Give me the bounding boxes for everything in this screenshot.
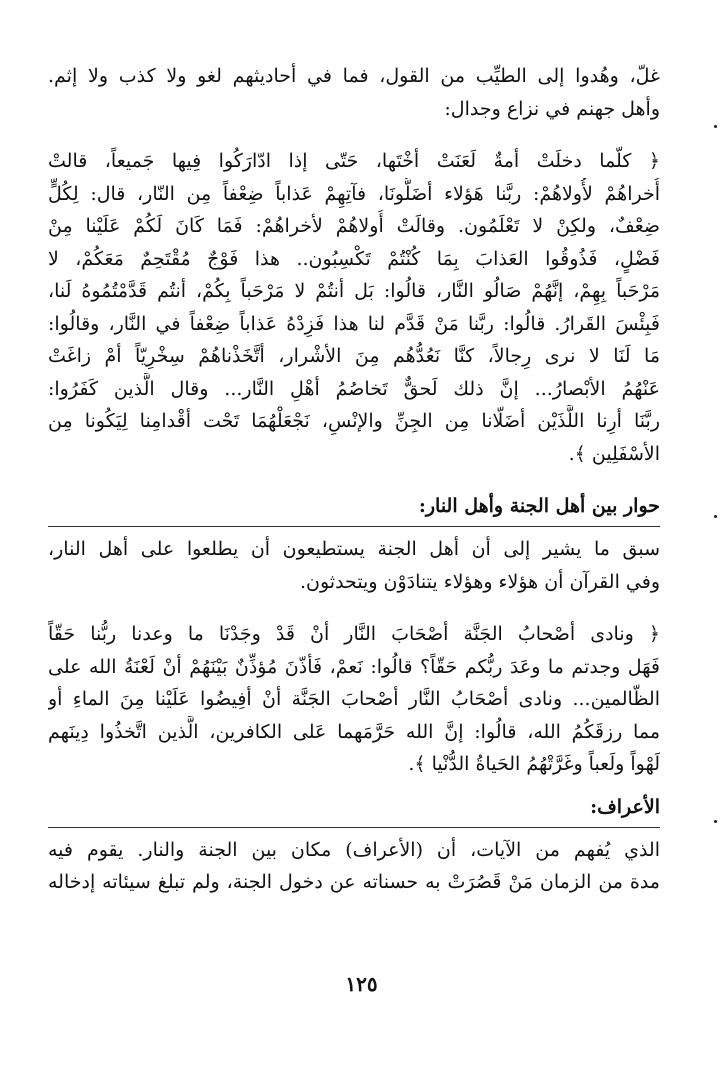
quote-line: فَبِئْسَ القَرارُ. قالُوا: ربَّنا مَنْ قَدَّم لنا هذا فَزِدْهُ عَذاباً ضِعْفاً في النَّار، وقالُوا:	[48, 312, 660, 335]
quote-line: ربَّنَا أرِنا اللَّذَيْن أضَلّانا مِن الجِنِّ والإنْسِ، نَجْعَلْهُمَا تَحْت أقْدامِنا لِيَكُونا مِن	[48, 410, 660, 432]
margin-mark	[714, 125, 717, 128]
section-heading: حوار بين أهل الجنة وأهل النار:	[418, 495, 660, 517]
margin-mark	[714, 820, 717, 823]
quote-line: أُخراهُمْ لأُولاهُمْ: ربَّنا هَؤلاء أضَلُّونَا، فآتِهِمْ عَذاباً ضِعْفاً مِن النّار، قال: لِكُلٍّ	[48, 182, 660, 205]
section-divider	[48, 526, 660, 527]
text-line: سبق ما يشير إلى أن أهل الجنة يستطيعون أن يطلعوا على أهل النار،	[48, 538, 660, 560]
quote-line: فَهَل وجدتم ما وعَدَ ربُّكم حَقّاً؟ قالُوا: نَعمْ، فَأذّنَ مُؤذِّنٌ بَيْنَهُمْ أنْ لَعْنَةُ الله على	[48, 655, 660, 678]
quote-line: ﴿ كلّما دخلَتْ أمةٌ لَعَنَتْ أخْتَها، حَتّى إذا ادّارَكُوا فِيها جَميعاً، قالتْ	[48, 150, 660, 172]
text-line: غلّ، وهُدوا إلى الطيِّب من القول، فما في أحاديثهم لغو ولا كذب ولا إثم.	[48, 65, 660, 87]
quran-quote-1	[48, 145, 660, 470]
section-divider	[48, 827, 660, 828]
quote-line: فَضْلٍ، فَذُوقُوا العَذابَ بِمَا كُنْتُمْ تَكْسِبُون.. هذا فَوْجٌ مُقْتَحِمٌ مَعَكُمْ، لا	[48, 247, 660, 270]
text-line: مدة من الزمان مَنْ قَصُرَتْ به حسناته عن دخول الجنة، ولم تبلغ سيئاته إدخاله	[48, 871, 660, 893]
quote-line: ﴿ ونادى أصْحابُ الجَنَّة أصْحَابَ النَّار أنْ قَدْ وجَدْنَا ما وعدنا ربُّنا حَقّاً	[48, 623, 660, 645]
page-number: ١٢٥	[345, 972, 378, 996]
quote-line: مَا لَنَا لا نرى رِجالاً، كنَّا نَعُدُّهُم مِنَ الأشْرار، أتَّخَذْناهُمْ سِخْرِيّاً أمْ زاغَتْ	[48, 345, 660, 367]
margin-mark	[714, 515, 717, 518]
quote-line: لَهْواً ولَعباً وغَرَّتْهُمُ الحَياةُ الدُّنْيا ﴾.	[408, 753, 660, 775]
quran-quote-2	[48, 618, 660, 781]
intro-paragraph	[48, 60, 660, 125]
text-line: وفي القرآن أن هؤلاء وهؤلاء يتنادَوْن ويتحدثون.	[299, 570, 660, 593]
quote-line: الظّالمين... ونادى أصْحَابُ النَّار أصْحابَ الجَنَّة أنْ أفِيضُوا عَلَيْنا مِنَ الماءِ أو	[48, 688, 660, 710]
section-dialogue	[48, 490, 660, 598]
text-line: وأهل جهنم في نزاع وجدال:	[444, 97, 660, 120]
quote-line: عَنْهُمُ الأبْصارُ... إنَّ ذلك لَحقٌّ تَخاصُمُ أهْلِ النَّار... وقال الَّذين كَفَرُوا:	[48, 377, 660, 400]
quote-line: مَرْحَباً بِهِمْ، إنَّهُمْ صَالُو النَّار، قالُوا: بَل أنتُمْ لا مَرْحَباً بِكُمْ، أنتُم قَدَّمْتُمُوهُ لَنا،	[48, 280, 660, 302]
section-araf	[48, 791, 660, 899]
section-heading: الأعراف:	[590, 795, 660, 818]
text-line: الذي يُفهم من الآيات، أن (الأعراف) مكان بين الجنة والنار. يقوم فيه	[48, 838, 660, 861]
quote-line: مما رزقَكُمُ الله، قالُوا: إنَّ الله حَرَّمَهما عَلى الكافرين، الَّذين اتَّخذُوا دِينَهم	[48, 720, 660, 743]
quote-line: ضِعْفٌ، ولكِنْ لا تَعْلَمُون. وقالَتْ أُولاهُمْ لأخراهُمْ: فَمَا كَانَ لَكُمْ عَلَيْنا مِنْ	[48, 215, 660, 237]
book-page	[48, 60, 660, 899]
quote-line: الأسْفَلِين ﴾.	[568, 442, 660, 465]
